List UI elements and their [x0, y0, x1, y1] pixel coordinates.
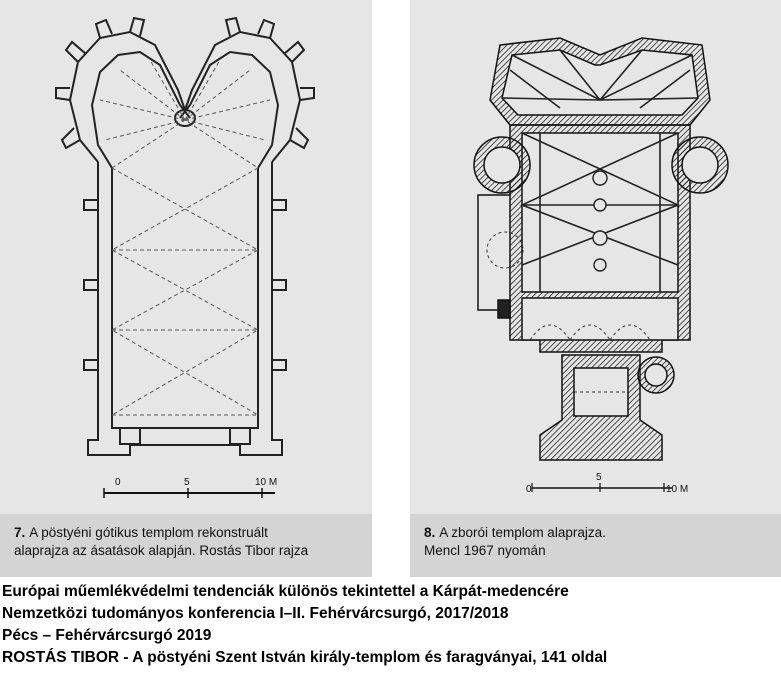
scale-label-5: 5 — [596, 472, 602, 483]
citation-line-3: Pécs – Fehérvárcsurgó 2019 — [2, 627, 212, 644]
figure-8-caption-line1: A zborói templom alaprajza. — [439, 525, 606, 540]
figure-8-number: 8. — [424, 525, 436, 540]
figure-7-scale-bar — [104, 477, 277, 498]
figure-8-caption-line2: Mencl 1967 nyomán — [424, 543, 546, 558]
scale-label-10m: 10 M — [666, 484, 689, 495]
scale-label-0: 0 — [526, 484, 532, 495]
figure-7-panel — [0, 0, 372, 577]
figure-7-floor-plan — [0, 0, 372, 514]
scale-label-5: 5 — [184, 477, 190, 488]
figure-8-scale-bar — [526, 472, 688, 495]
citation-block — [2, 581, 772, 669]
figure-8-panel — [410, 0, 781, 577]
figure-8-floor-plan — [410, 0, 781, 514]
scale-label-10m: 10 M — [255, 477, 278, 488]
citation-line-2: Nemzetközi tudományos konferencia I–II. Fehérvárcsurgó, 2017/2018 — [2, 605, 509, 622]
figure-7-caption — [0, 514, 372, 577]
figure-7-caption-line1: A pöstyéni gótikus templom rekonstruált — [29, 525, 268, 540]
figure-7-number: 7. — [14, 525, 26, 540]
citation-line-4: ROSTÁS TIBOR - A pöstyéni Szent István király-templom és faragványai, 141 oldal — [2, 649, 608, 666]
figure-8-caption — [410, 514, 781, 577]
figure-7-caption-line2: alaprajza az ásatások alapján. Rostás Tibor rajza — [14, 543, 309, 558]
scale-label-0: 0 — [115, 477, 121, 488]
citation-line-1: Európai műemlékvédelmi tendenciák különös tekintettel a Kárpát-medencére — [2, 583, 569, 600]
